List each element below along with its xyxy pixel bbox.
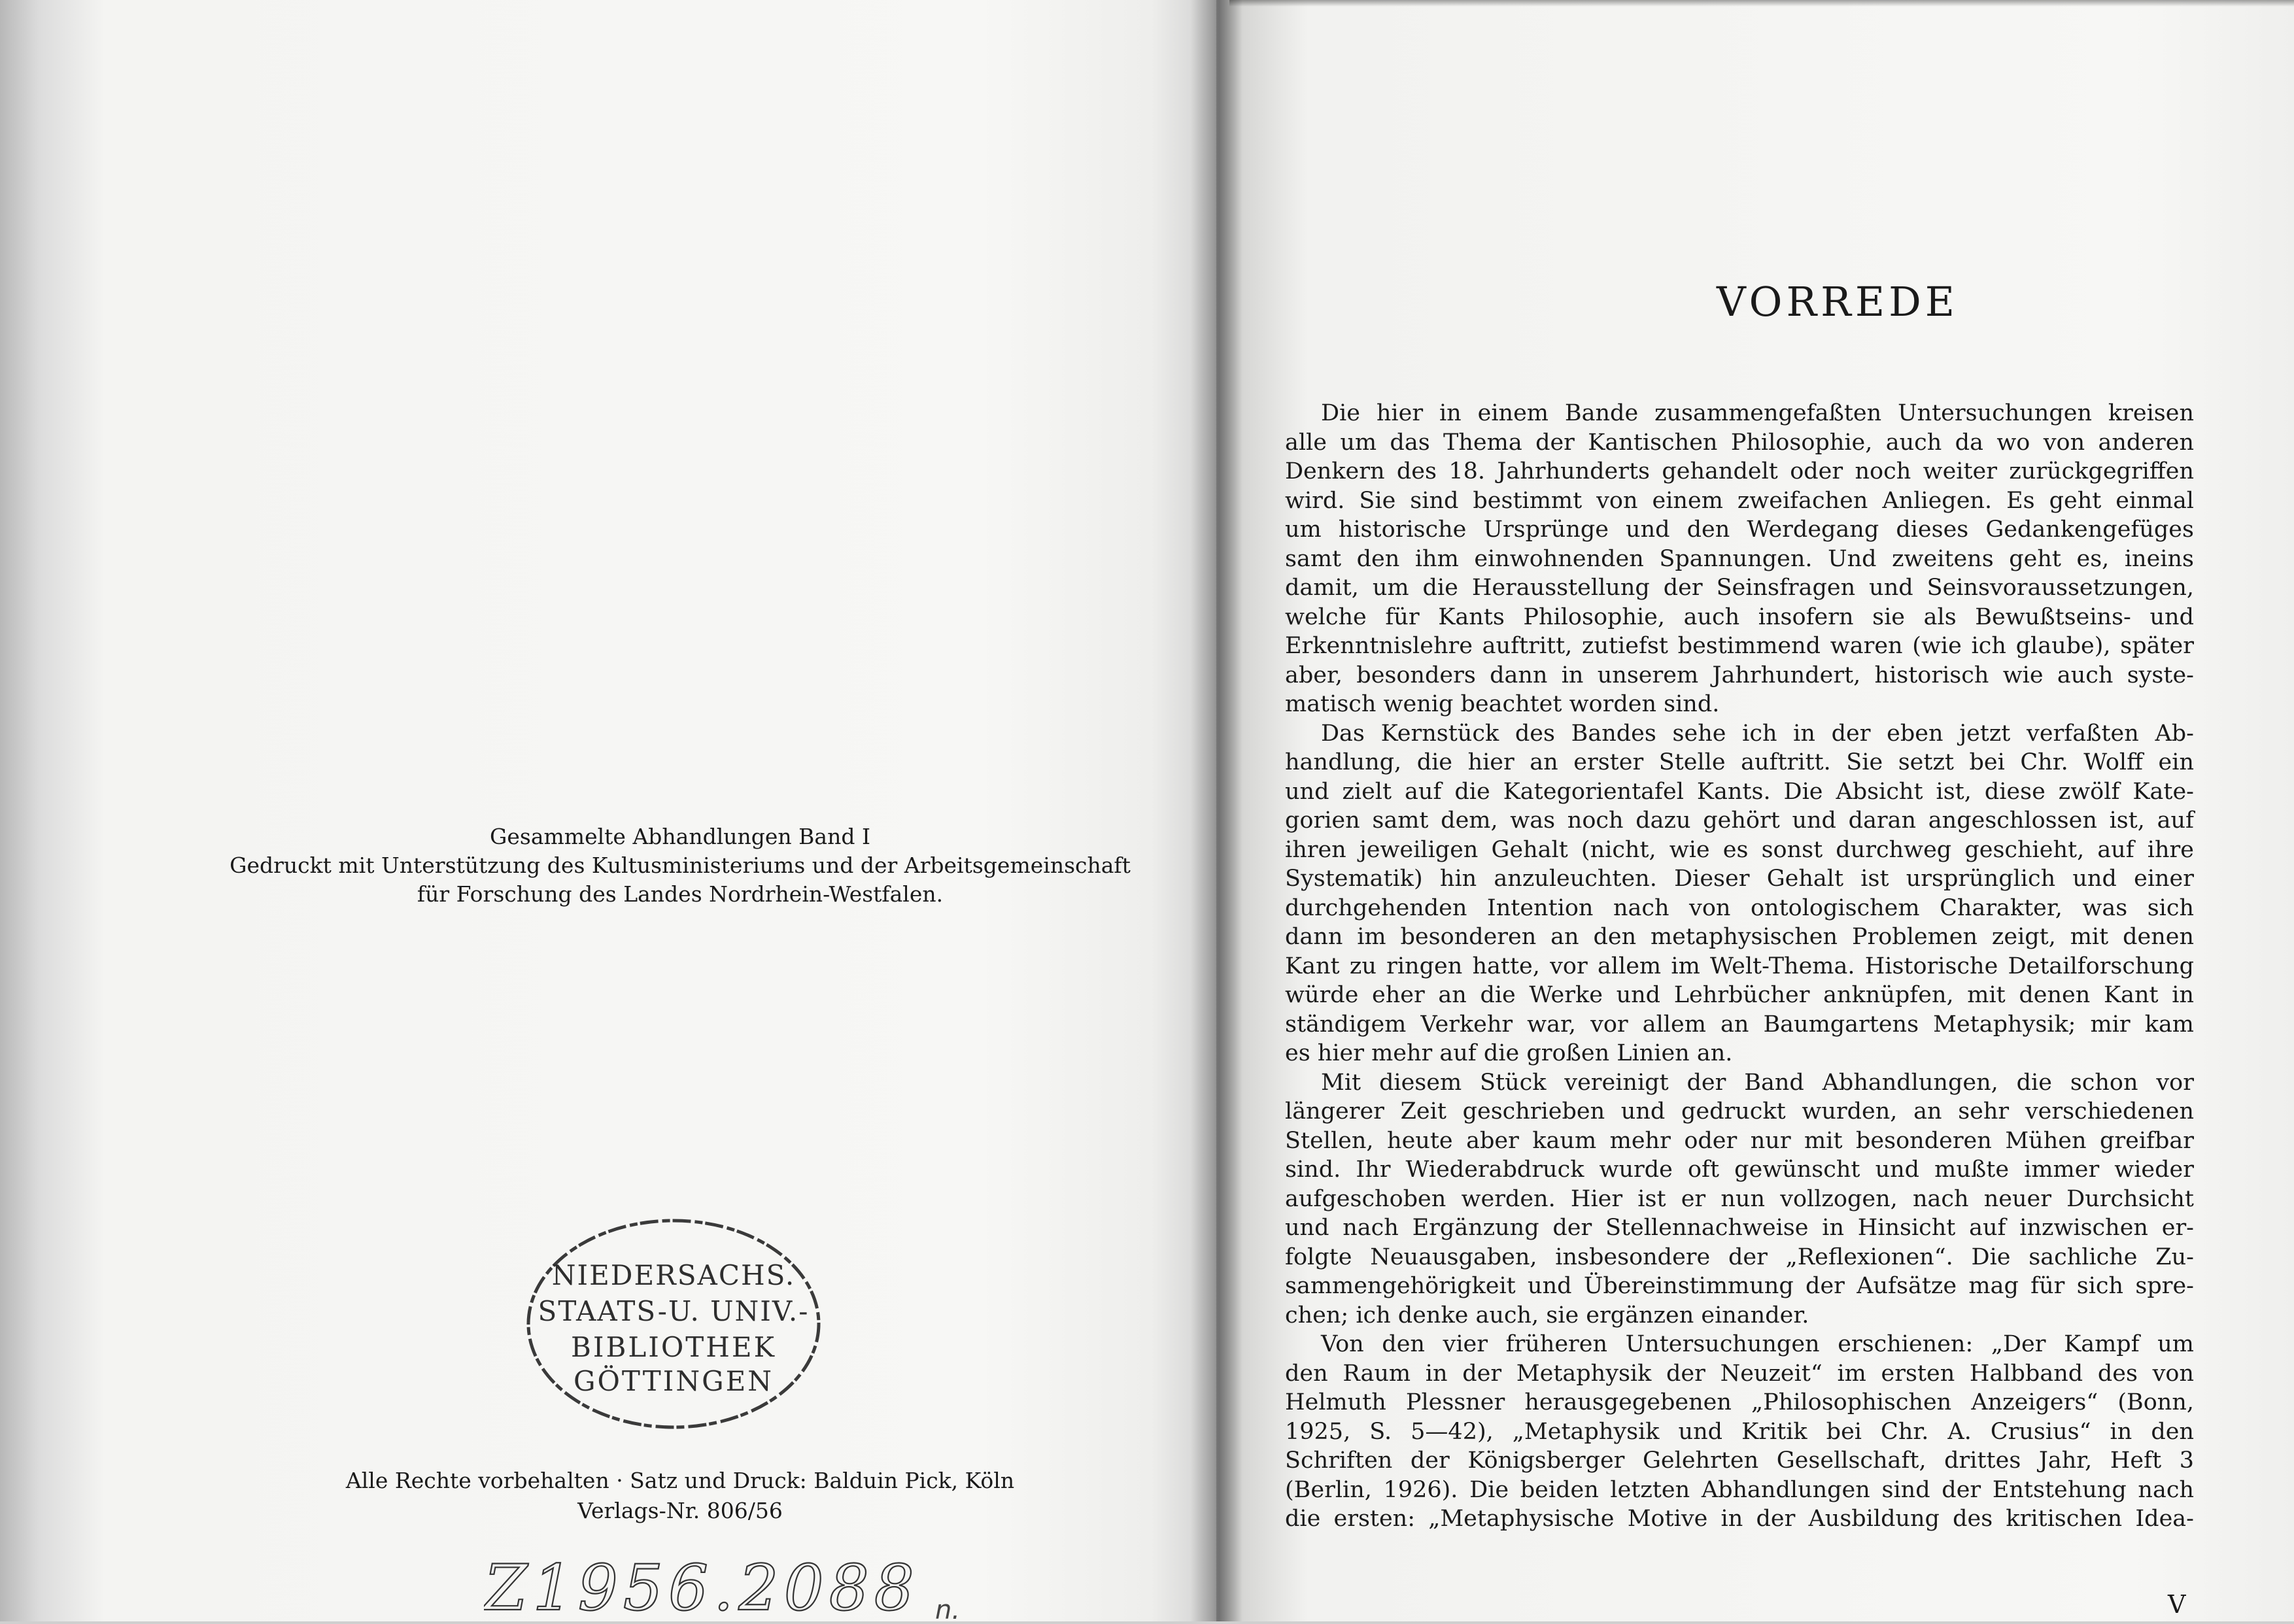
text-line: (Berlin, 1926). Die beiden letzten Abhandlungen sind der Entstehung nach (1285, 1476, 2194, 1503)
text-line: wird. Sie sind bestimmt von einem zweifachen Anliegen. Es geht einmal (1285, 487, 2194, 514)
stamp-graphic (520, 1213, 827, 1435)
text-line: Stellen, heute aber kaum mehr oder nur mit besonderen Mühen greifbar (1285, 1127, 2194, 1154)
stamp-line-3: BIBLIOTHEK (571, 1331, 776, 1363)
text-line: die ersten: „Metaphysische Motive in der Ausbildung des kritischen Idea- (1285, 1506, 2194, 1532)
accession-number: Z1956.2088 (484, 1556, 919, 1621)
text-line: den Raum in der Metaphysik der Neuzeit“ im ersten Halbband des von (1285, 1360, 2194, 1387)
text-line: und nach Ergänzung der Stellennachweise in Hinsicht auf inzwischen er- (1285, 1215, 2194, 1241)
stamp-line-1: NIEDERSACHS. (551, 1259, 796, 1291)
handwritten-accession (484, 1556, 987, 1621)
page-number: V (2168, 1590, 2186, 1619)
accession-mark: n. (935, 1595, 961, 1621)
text-line: Denkern des 18. Jahrhunderts gehandelt oder noch weiter zurückgegriffen (1285, 458, 2194, 484)
text-line: alle um das Thema der Kantischen Philosophie, auch da wo von anderen (1285, 429, 2194, 456)
text-line: Die hier in einem Bande zusammengefaßten Untersuchungen kreisen (1321, 400, 2194, 426)
text-line: es hier mehr auf die großen Linien an. (1285, 1040, 1733, 1066)
rights-block (301, 1466, 1059, 1526)
stamp-line-4: GÖTTINGEN (573, 1365, 774, 1397)
text-line: längerer Zeit geschrieben und gedruckt wurden, an sehr verschiedenen (1285, 1098, 2194, 1125)
text-line: sind. Ihr Wiederabdruck wurde oft gewünscht und mußte immer wieder (1285, 1157, 2194, 1183)
book-gutter (1190, 0, 1242, 1621)
text-line: handlung, die hier an erster Stelle auftritt. Sie setzt bei Chr. Wolff ein (1285, 749, 2194, 775)
imprint-block (196, 822, 1164, 909)
text-line: samt den ihm einwohnenden Spannungen. Und zweitens geht es, ineins (1285, 545, 2194, 572)
text-line: um historische Ursprünge und den Werdegang dieses Gedankengefüges (1285, 516, 2194, 543)
page-edge-shadow (1229, 0, 2294, 7)
imprint-support: Gedruckt mit Unterstützung des Kultusministeriums und der Arbeitsgemeinschaft (230, 853, 1131, 878)
text-line: Das Kernstück des Bandes sehe ich in der eben jetzt verfaßten Ab- (1321, 720, 2194, 747)
text-line: sammengehörigkeit und Übereinstimmung der Aufsätze mag für sich spre- (1285, 1273, 2194, 1299)
text-line: Helmuth Plessner herausgegebenen „Philosophischen Anzeigers“ (Bonn, (1285, 1389, 2194, 1415)
stamp-line-2: STAATS-U. UNIV.- (538, 1295, 810, 1327)
publisher-number: Verlags-Nr. 806/56 (577, 1498, 783, 1523)
text-line: 1925, S. 5—42), „Metaphysik und Kritik bei Chr. A. Crusius“ in den (1285, 1418, 2194, 1445)
text-line: Schriften der Königsberger Gelehrten Gesellschaft, drittes Jahr, Heft 3 (1285, 1447, 2194, 1474)
rights-reserved: Alle Rechte vorbehalten · Satz und Druck: Balduin Pick, Köln (345, 1468, 1015, 1493)
text-line: gorien samt dem, was noch dazu gehört und daran angeschlossen ist, auf (1285, 807, 2194, 834)
text-line: aufgeschoben werden. Hier ist er nun vollzogen, nach neuer Durchsicht (1285, 1185, 2194, 1212)
text-line: Erkenntnislehre auftritt, zutiefst bestimmend waren (wie ich glaube), später (1285, 633, 2194, 659)
text-line: würde eher an die Werke und Lehrbücher anknüpfen, mit denen Kant in (1285, 982, 2194, 1008)
preface-text (1285, 399, 2194, 1534)
text-line: matisch wenig beachtet worden sind. (1285, 691, 1720, 717)
accession-graphic (484, 1556, 987, 1621)
text-line: aber, besonders dann in unserem Jahrhundert, historisch wie auch syste- (1285, 662, 2194, 688)
text-line: ständigem Verkehr war, vor allem an Baumgartens Metaphysik; mir kam (1285, 1011, 2194, 1038)
text-line: welche für Kants Philosophie, auch insofern sie als Bewußtseins- und (1285, 603, 2194, 630)
text-line: ihren jeweiligen Gehalt (nicht, wie es sonst durchweg geschieht, auf ihre (1285, 836, 2194, 863)
text-line: Systematik) hin anzuleuchten. Dieser Gehalt ist ursprünglich und einer (1285, 866, 2194, 892)
text-line: Mit diesem Stück vereinigt der Band Abhandlungen, die schon vor (1321, 1069, 2194, 1096)
text-line: damit, um die Herausstellung der Seinsfragen und Seinsvoraussetzungen, (1285, 575, 2194, 601)
imprint-series: Gesammelte Abhandlungen Band I (490, 824, 870, 849)
text-line: Kant zu ringen hatte, vor allem im Welt-Thema. Historische Detailforschung (1285, 953, 2194, 979)
library-stamp (520, 1213, 827, 1435)
text-line: und zielt auf die Kategorientafel Kants. Die Absicht ist, diese zwölf Kate- (1285, 778, 2194, 805)
text-line: durchgehenden Intention nach von ontologischem Charakter, was sich (1285, 894, 2194, 921)
imprint-support-cont: für Forschung des Landes Nordrhein-Westfalen. (417, 881, 944, 907)
page-title: VORREDE (1716, 278, 1959, 326)
text-line: dann im besonderen an den metaphysischen Problemen zeigt, mit denen (1285, 924, 2194, 950)
text-line: Von den vier früheren Untersuchungen erschienen: „Der Kampf um (1321, 1331, 2194, 1357)
text-line: chen; ich denke auch, sie ergänzen einander. (1285, 1302, 1809, 1328)
text-line: folgte Neuausgaben, insbesondere der „Reflexionen“. Die sachliche Zu- (1285, 1243, 2194, 1270)
